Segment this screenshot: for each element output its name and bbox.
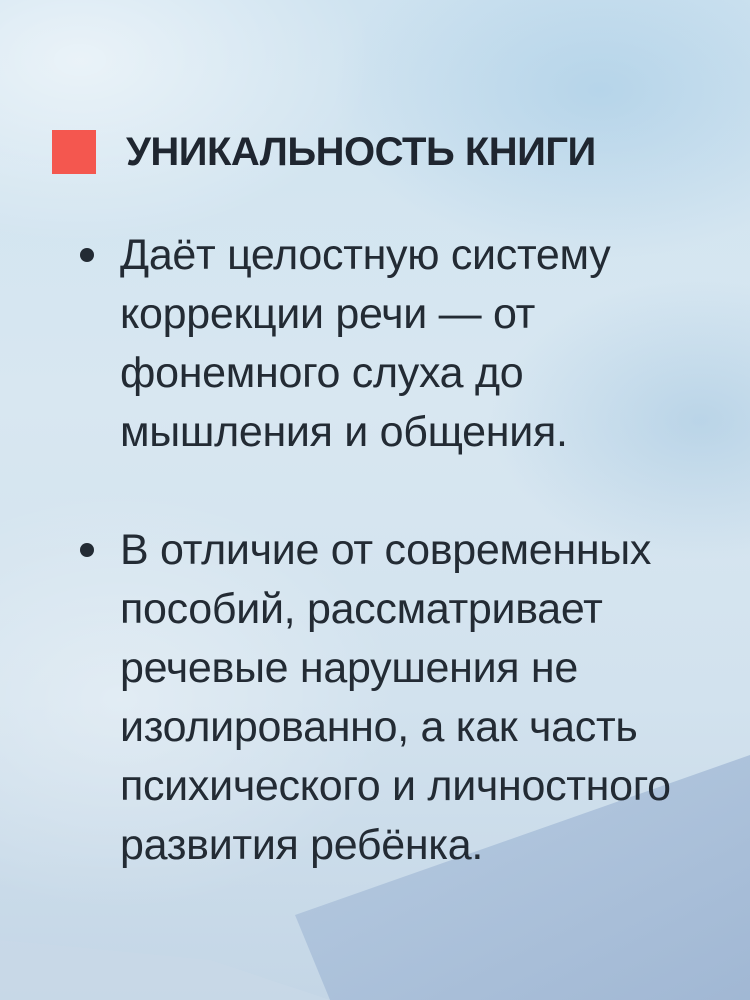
bullet-dot-icon bbox=[80, 543, 94, 557]
red-square-icon bbox=[52, 130, 96, 174]
list-item-text: В отличие от современных пособий, рассматривает речевые нарушения не изолированно, а как часть психического и личностного развития ребёнка. bbox=[120, 526, 671, 869]
list-item-text: Даёт целостную систему коррекции речи — от фонемного слуха до мышления и общения. bbox=[120, 231, 611, 456]
feature-list bbox=[72, 226, 722, 875]
section-header bbox=[52, 128, 596, 176]
bottom-left-shape bbox=[0, 940, 330, 1000]
list-item bbox=[72, 521, 722, 875]
list-item bbox=[72, 226, 722, 462]
bullet-dot-icon bbox=[80, 248, 94, 262]
page-title: УНИКАЛЬНОСТЬ КНИГИ bbox=[126, 130, 596, 174]
